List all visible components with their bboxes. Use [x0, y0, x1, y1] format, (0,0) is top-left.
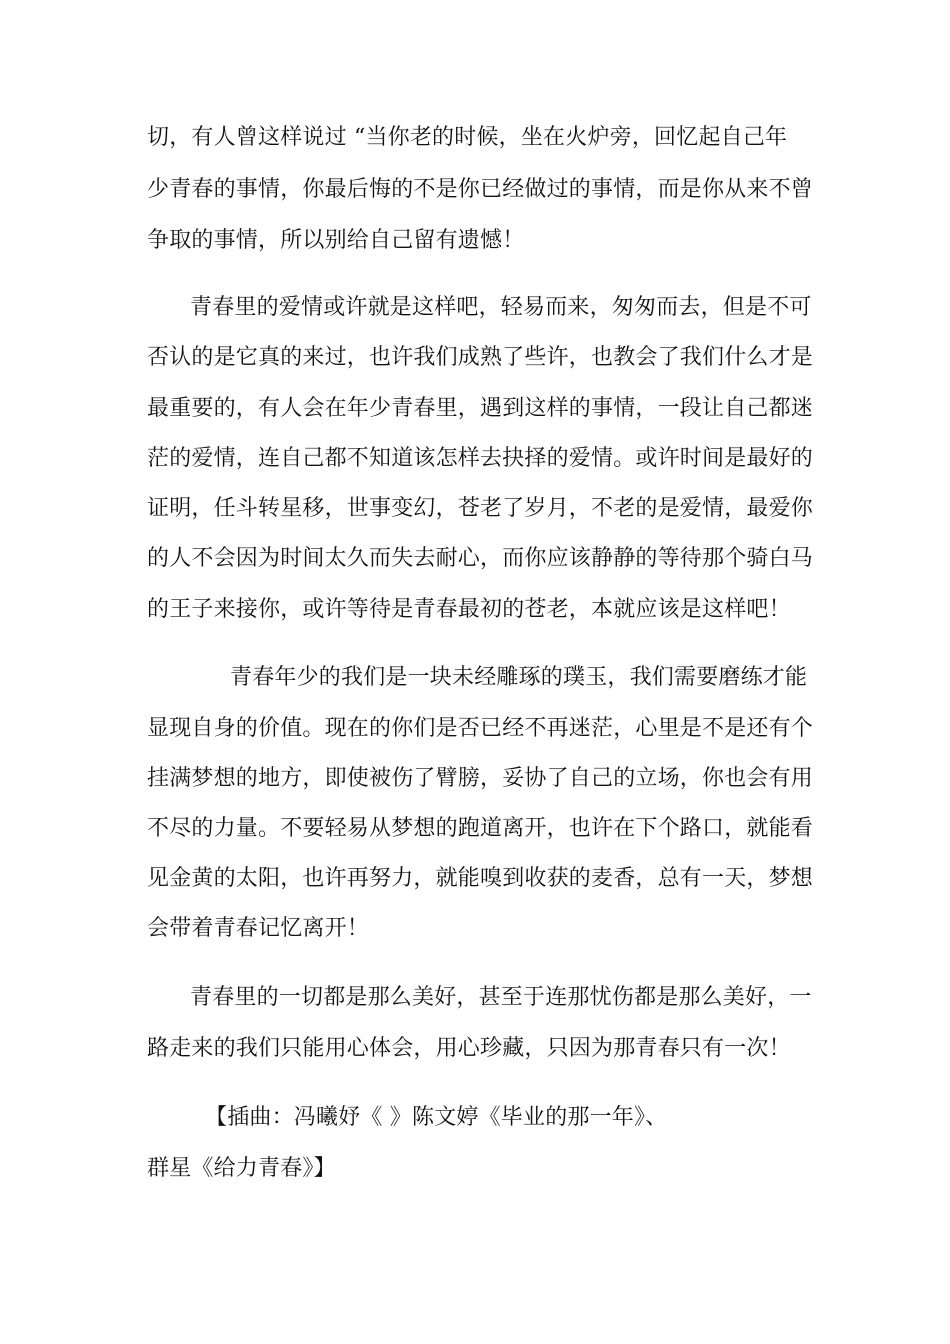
song-credits-line-1: 【插曲：冯曦妤《 》陈文婷《毕业的那一年》、 [205, 1105, 668, 1130]
paragraph-2-line-6: 的人不会因为时间太久而失去耐心，而你应该静静的等待那个骑白马 [147, 546, 814, 571]
paragraph-3-line-1: 青春年少的我们是一块未经雕琢的璞玉，我们需要磨练才能 [230, 665, 808, 690]
paragraph-2-line-5: 证明，任斗转星移，世事变幻，苍老了岁月，不老的是爱情，最爱你 [147, 496, 814, 521]
paragraph-3-line-4: 不尽的力量。不要轻易从梦想的跑道离开，也许在下个路口，就能看 [147, 816, 814, 841]
paragraph-2-line-1: 青春里的爱情或许就是这样吧，轻易而来，匆匆而去，但是不可 [190, 295, 812, 320]
paragraph-3-line-6: 会带着青春记忆离开！ [147, 916, 370, 941]
paragraph-2-line-3: 最重要的，有人会在年少青春里，遇到这样的事情，一段让自己都迷 [147, 396, 814, 421]
paragraph-2-line-2: 否认的是它真的来过，也许我们成熟了些许，也教会了我们什么才是 [147, 345, 814, 370]
paragraph-2-line-4: 茫的爱情，连自己都不知道该怎样去抉择的爱情。或许时间是最好的 [147, 446, 814, 471]
paragraph-1-line-3: 争取的事情，所以别给自己留有遗憾！ [147, 228, 525, 253]
paragraph-4-line-1: 青春里的一切都是那么美好，甚至于连那忧伤都是那么美好，一 [190, 985, 812, 1010]
paragraph-3-line-3: 挂满梦想的地方，即使被伤了臂膀，妥协了自己的立场，你也会有用 [147, 766, 814, 791]
paragraph-1-line-2: 少青春的事情，你最后悔的不是你已经做过的事情，而是你从来不曾 [147, 177, 814, 202]
paragraph-4-line-2: 路走来的我们只能用心体会，用心珍藏，只因为那青春只有一次！ [147, 1036, 791, 1061]
paragraph-1-line-1: 切，有人曾这样说过 “当你老的时候，坐在火炉旁，回忆起自己年 [147, 125, 788, 150]
song-credits-line-2: 群星《给力青春》】 [147, 1156, 336, 1181]
paragraph-3-line-5: 见金黄的太阳，也许再努力，就能嗅到收获的麦香，总有一天，梦想 [147, 866, 814, 891]
paragraph-3-line-2: 显现自身的价值。现在的你们是否已经不再迷茫，心里是不是还有个 [147, 716, 814, 741]
paragraph-2-line-7: 的王子来接你，或许等待是青春最初的苍老，本就应该是这样吧！ [147, 597, 791, 622]
